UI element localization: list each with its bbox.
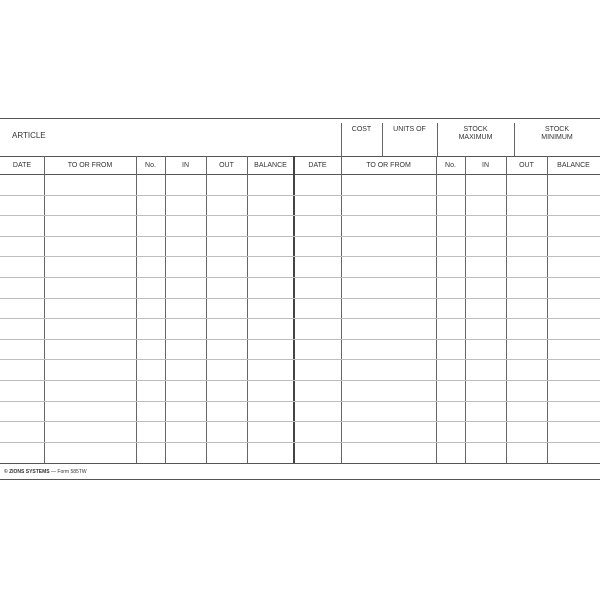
form-number-label: — Form 585TW: [51, 469, 87, 475]
inventory-card-form: [0, 118, 600, 480]
column-divider: [436, 156, 437, 463]
stock-minimum-label: STOCK MINIMUM: [541, 126, 573, 141]
header-bottom-line: [0, 156, 600, 157]
units-of-label: UNITS OF: [393, 126, 426, 133]
column-header-bottom-line: [0, 174, 600, 175]
ledger-row-line: [0, 215, 600, 216]
column-divider: [165, 156, 166, 463]
brand-label: © ZIONS SYSTEMS: [4, 469, 50, 475]
col-balance-right: BALANCE: [557, 162, 590, 169]
center-divider: [293, 156, 295, 463]
column-divider: [341, 156, 342, 463]
ledger-row-line: [0, 195, 600, 196]
ledger-row-line: [0, 339, 600, 340]
col-no-left: No.: [145, 162, 156, 169]
col-balance-left: BALANCE: [254, 162, 287, 169]
form-footer: [4, 469, 87, 475]
ledger-row-line: [0, 442, 600, 443]
column-divider: [44, 156, 45, 463]
column-divider: [465, 156, 466, 463]
col-to-or-from-right: TO OR FROM: [366, 162, 411, 169]
col-no-right: No.: [445, 162, 456, 169]
col-in-left: IN: [182, 162, 189, 169]
column-divider: [547, 156, 548, 463]
col-date-right: DATE: [308, 162, 327, 169]
col-to-or-from-left: TO OR FROM: [67, 162, 113, 169]
column-divider: [247, 156, 248, 463]
ledger-row-line: [0, 318, 600, 319]
ledger-row-line: [0, 298, 600, 299]
ledger-row-line: [0, 277, 600, 278]
ledger-row-line: [0, 256, 600, 257]
col-date-left: DATE: [12, 162, 32, 169]
column-divider: [206, 156, 207, 463]
stock-maximum-label: STOCK MAXIMUM: [458, 126, 493, 141]
column-divider: [506, 156, 507, 463]
ledger-row-line: [0, 236, 600, 237]
ledger-row-line: [0, 359, 600, 360]
article-label: ARTICLE: [12, 131, 46, 140]
ledger-row-line: [0, 401, 600, 402]
col-out-left: OUT: [219, 162, 234, 169]
ledger-row-line: [0, 421, 600, 422]
column-divider: [136, 156, 137, 463]
cost-label: COST: [351, 126, 372, 133]
ledger-row-line: [0, 380, 600, 381]
col-in-right: IN: [482, 162, 489, 169]
ledger-bottom-line: [0, 463, 600, 464]
col-out-right: OUT: [519, 162, 534, 169]
